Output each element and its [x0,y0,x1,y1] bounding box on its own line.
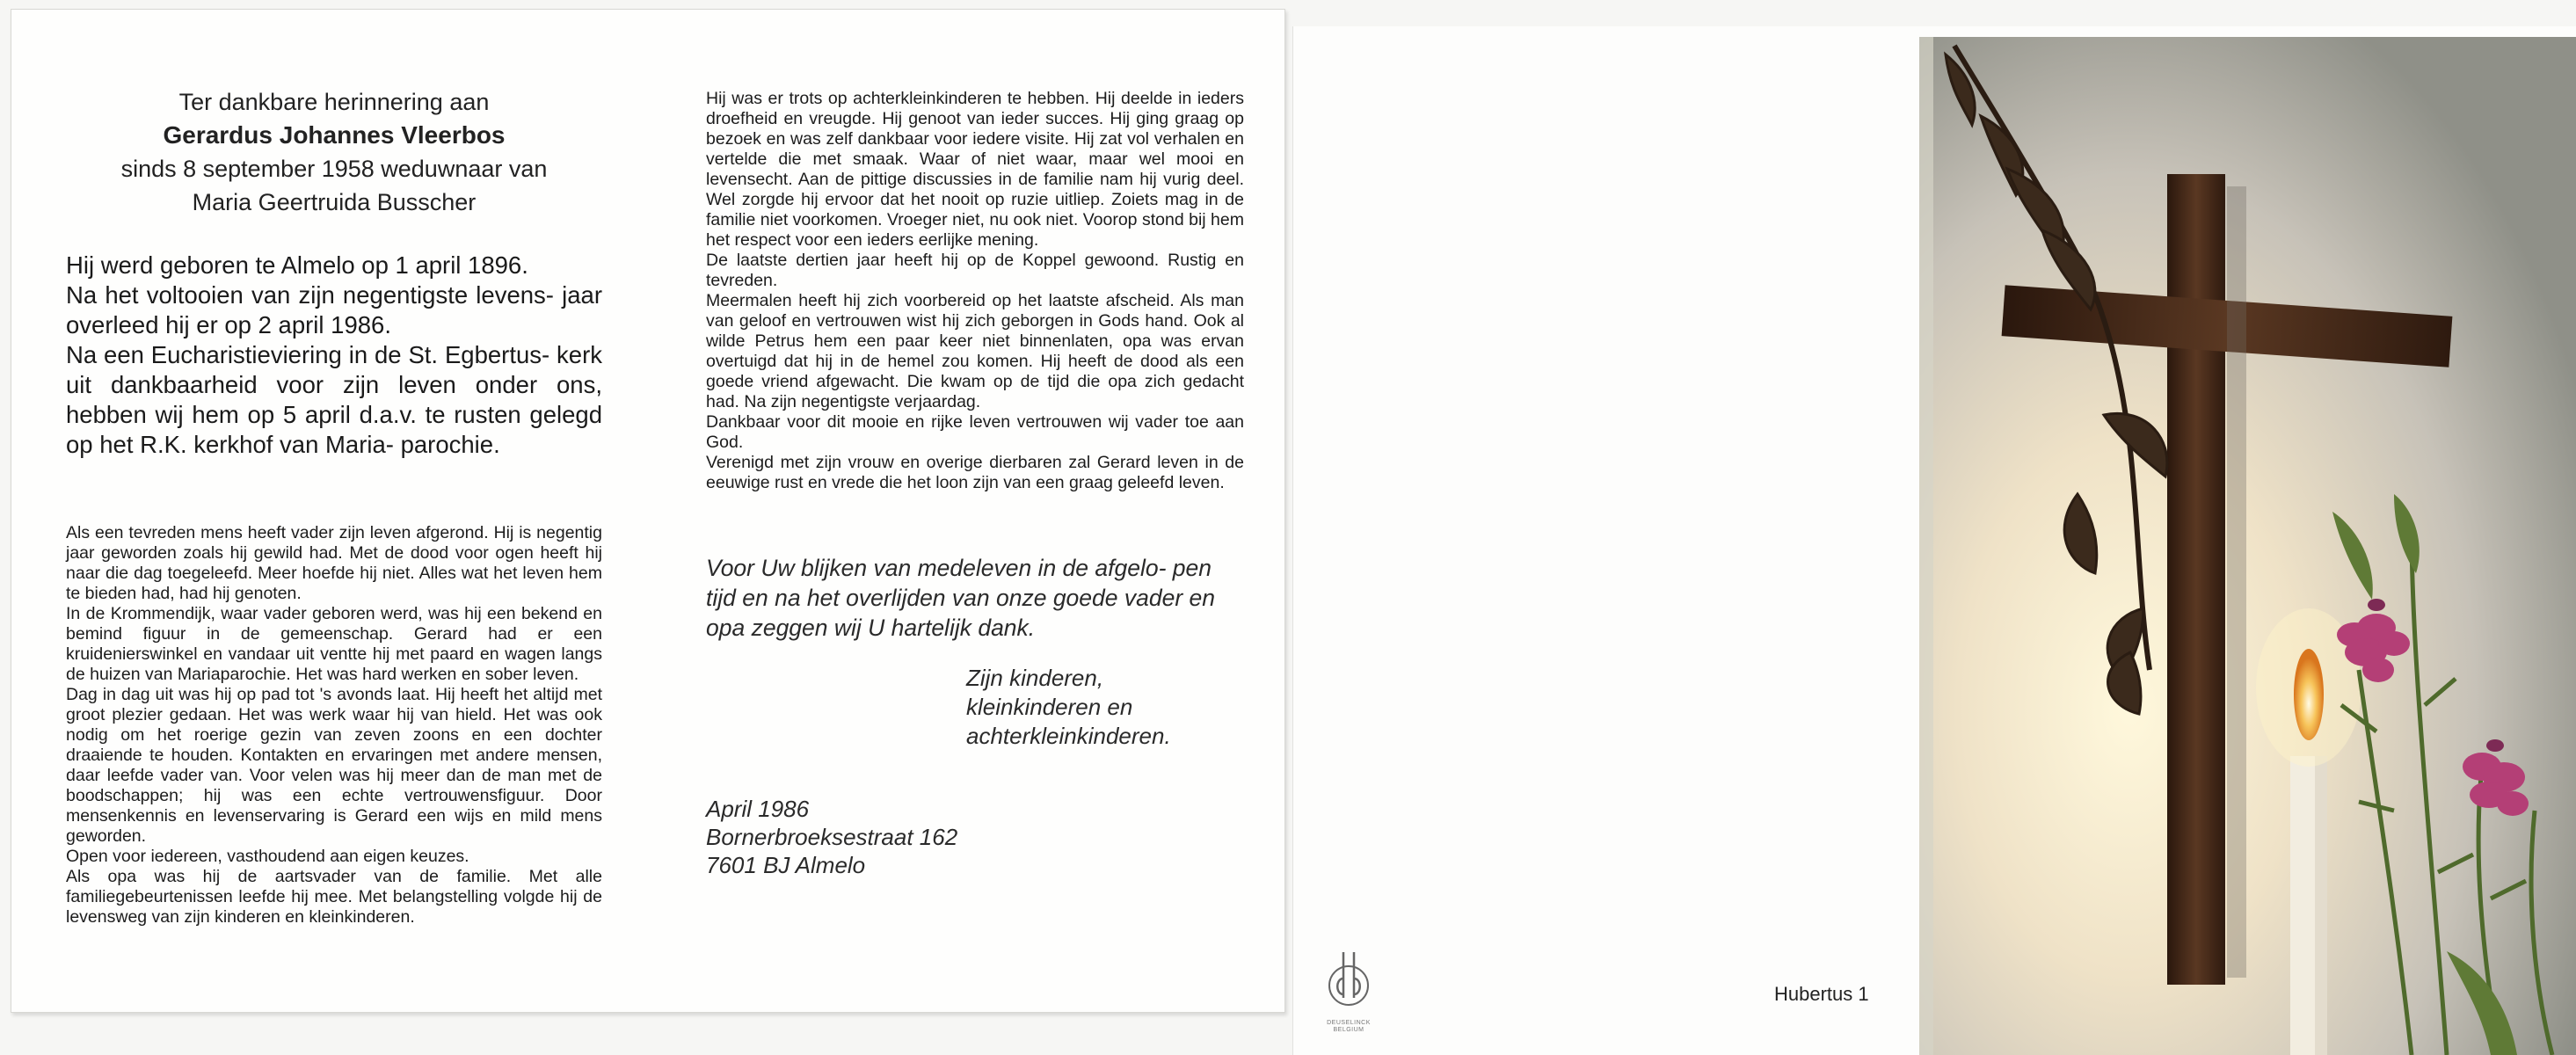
cross-vertical-beam [2167,174,2225,985]
story-paragraph: Verenigd met zijn vrouw en overige dierbaren zal Gerard leven in de eeuwige rust en vrede die het loon zijn van een graag geleefd leven. [706,453,1244,492]
candle-flame [2294,649,2324,740]
text-column-right [706,89,1244,879]
publisher-logo-country: BELGIUM [1333,1027,1364,1033]
address-street: Bornerbroeksestraat 162 [706,824,958,850]
signature-line: achterkleinkinderen. [966,723,1171,749]
story-paragraph: Dag in dag uit was hij op pad tot 's avonds laat. Hij heeft het altijd met groot plezier gedaan. Het was werk waar hij van hield. Het was ook nodig om het roerige gezin van zeven zoons en een dochter draaiende te houden. Kontakten en ervaringen met andere mensen, daar leefde vader van. Voor velen was hij meer dan de man met de boodschappen; hij was een echte vertrouwensfiguur. Door mensenkennis en levenservaring is Gerard een wijs en mild mens geworden. [66,685,602,846]
address-date: April 1986 [706,796,810,822]
bio-burial: Na een Eucharistieviering in de St. Egbertus- kerk uit dankbaarheid voor zijn leven onder ons, hebben wij hem op 5 april d.a.v. te rusten gelegd op het R.K. kerkhof van Maria- parochie. [66,341,602,458]
story-paragraph: De laatste dertien jaar heeft hij op de Koppel gewoond. Rustig en tevreden. [706,251,1244,290]
photo-illustration [1919,37,2576,1055]
address-city: 7601 BJ Almelo [706,852,866,878]
story-paragraph: Hij was er trots op achterkleinkinderen te hebben. Hij deelde in ieders droefheid en vreugde. Hij genoot van ieder succes. Hij ging graag op bezoek en was zelf dankbaar voor iedere visite. Hij zat vol verhalen en vertelde die met smaak. Waar of niet waar, maar wel mooi en levensecht. Aan de pittige discussies in de familie nam hij vurig deel. Wel zorgde hij ervoor dat het nooit op ruzie uitliep. Zoiets mag in de familie niet voorkomen. Vroeger niet, nu ook niet. Voorop stond bij hem het respect voor een ieders eerlijke mening. [706,89,1244,250]
story-paragraph: Als opa was hij de aartsvader van de familie. Met alle familiegebeurtenissen leefde hij mee. Met belangstelling volgde hij de levensweg van zijn kinderen en kleinkinderen. [66,867,602,927]
cross-candle-flowers-photo [1919,37,2576,1055]
signature-block [966,664,1244,751]
signature-line: Zijn kinderen, [966,665,1104,691]
deceased-name: Gerardus Johannes Vleerbos [163,121,506,149]
signature-line: kleinkinderen en [966,694,1133,720]
card-model-label: Hubertus 1 [1774,983,1869,1005]
publisher-logo-icon [1320,945,1378,1015]
life-story-part2 [706,89,1244,493]
story-paragraph: Meermalen heeft hij zich voorbereid op het laatste afscheid. Als man van geloof en vertrouwen wist hij zich geborgen in Gods hand. Ook al wilde Petrus hem een paar keer niet binnenlaten, opa was ervan overtuigd dat hij in de hemel zou komen. Hij heeft de dood als een goede vriend afgewacht. Die kwam op de tijd die opa zich gedacht had. Na zijn negentigste verjaardag. [706,291,1244,411]
bio-birth: Hij werd geboren te Almelo op 1 april 1896. [66,251,528,279]
spouse-name: Maria Geertruida Busscher [192,189,477,215]
header-intro: Ter dankbare herinnering aan [178,89,490,115]
story-paragraph: Dankbaar voor dit mooie en rijke leven vertrouwen wij vader toe aan God. [706,412,1244,452]
publisher-logo-name: DEUSELINCK [1327,1020,1371,1026]
memorial-card-front [1292,26,2576,1055]
story-paragraph: Als een tevreden mens heeft vader zijn leven afgerond. Hij is negentig jaar geworden zoals hij gewild had. Met de dood voor ogen heeft hij naar die dag toegeleefd. Meer hoefde hij niet. Alles wat het leven hem te bieden had, had hij genoten. [66,523,602,603]
story-paragraph: In de Krommendijk, waar vader geboren werd, was hij een bekend en bemind figuur in de gemeenschap. Gerard had er een kruidenierswinkel en vandaar uit ventte hij met paard en wagen langs de huizen van Mariaparochie. Het was hard werken en sober leven. [66,604,602,684]
publisher-logo [1320,945,1378,1033]
text-column-left [66,85,602,928]
address-block [706,795,1244,879]
memorial-card-inside [11,9,1285,1013]
publisher-logo-text [1320,1020,1378,1034]
story-paragraph: Open voor iedereen, vasthoudend aan eigen keuzes. [66,847,469,866]
thanks-note: Voor Uw blijken van medeleven in de afgelo- pen tijd en na het overlijden van onze goede vader en opa zeggen wij U hartelijk dank. [706,555,1216,641]
life-story-part1 [66,523,602,928]
bio-death: Na het voltooien van zijn negentigste levens- jaar overleed hij er op 2 april 1986. [66,281,602,338]
widower-since: sinds 8 september 1958 weduwnaar van [120,156,548,182]
bio-paragraphs [66,251,602,460]
memorial-header [66,85,602,219]
